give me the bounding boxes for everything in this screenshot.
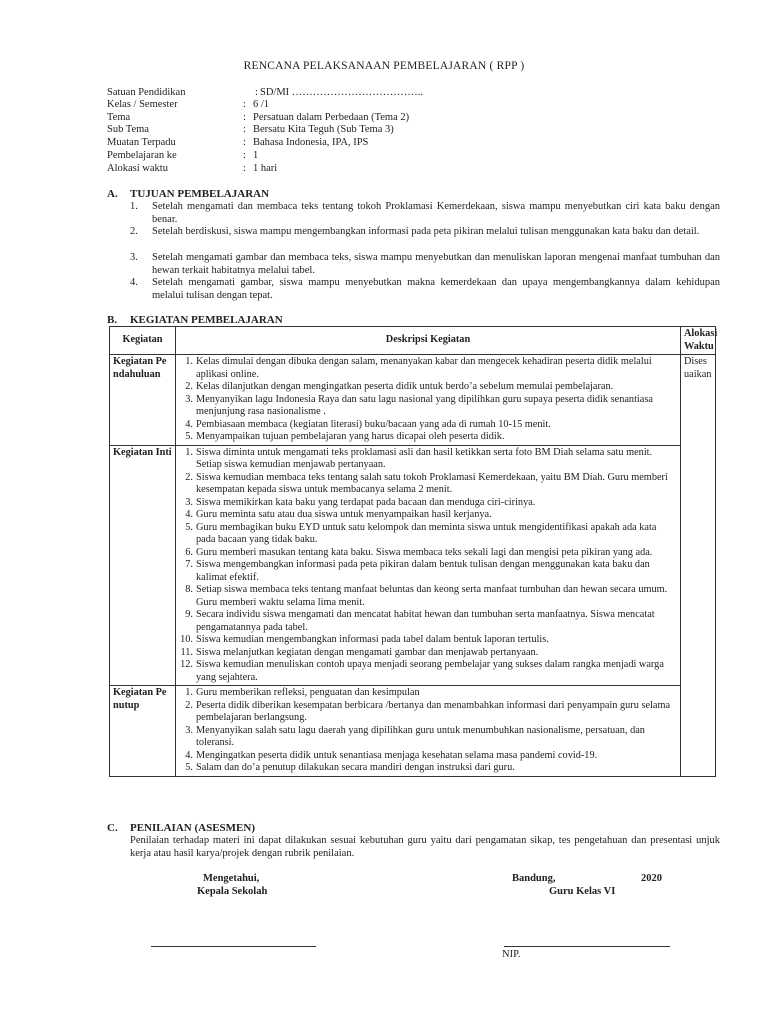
list-item <box>179 509 677 522</box>
info-label: Pembelajaran ke <box>107 150 177 161</box>
step-text: Pembiasaan membaca (kegiatan literasi) buku/bacaan yang ada di rumah 10-15 menit. <box>196 418 551 430</box>
header-alokasi: Alokasi Waktu <box>681 327 716 355</box>
info-label: Muatan Terpadu <box>107 137 176 148</box>
step-text: Siswa kemudian membaca teks tentang salah satu tokoh Proklamasi Kemerdekaan, yaitu BM Diah. Guru memberi kesempatan kepada siswa untuk membacanya selama 2 menit. <box>196 471 668 495</box>
signature-left-line2: Kepala Sekolah <box>197 886 268 897</box>
step-number: 1. <box>185 687 193 698</box>
list-item <box>179 634 677 647</box>
assessment-text: Penilaian terhadap materi ini dapat dilakukan sesuai kebutuhan guru yaitu dari pengamatan sikap, tes pengetahuan dan presentasi unjuk kerja atau hasil karya/projek dengan rubrik penilaian. <box>130 835 720 859</box>
objective-number: 3. <box>130 252 138 263</box>
step-number: 6. <box>185 546 193 558</box>
list-item <box>179 472 677 497</box>
step-text: Menyanyikan salah satu lagu daerah yang dipilihkan guru untuk menumbuhkan nasionalisme, persatuan, dan toleransi. <box>196 724 645 748</box>
section-c-letter: C. <box>107 822 118 834</box>
info-value: SD/MI ……………………………….. <box>260 87 424 98</box>
list-item <box>179 522 677 547</box>
step-text: Siswa kemudian mengembangkan informasi pada tabel dalam bentuk laporan tertulis. <box>196 634 549 645</box>
step-text: Siswa melanjutkan kegiatan dengan mengamati gambar dan menjawab pertanyaan. <box>196 646 539 658</box>
signature-year: 2020 <box>641 873 662 884</box>
step-number: 3. <box>185 724 193 736</box>
step-number: 10. <box>180 634 193 645</box>
step-text: Siswa mengembangkan informasi pada peta pikiran dalam bentuk tulisan dengan menggunakan kata baku dan kalimat efektif. <box>196 559 650 583</box>
phase-description <box>176 445 681 686</box>
objective-text: Setelah berdiskusi, siswa mampu mengembangkan informasi pada peta pikiran melalui tulisan menggunakan kata baku dan detail. <box>152 226 700 237</box>
section-b-letter: B. <box>107 314 118 326</box>
step-text: Kelas dilanjutkan dengan mengingatkan peserta didik untuk berdo’a sebelum memulai pembelajaran. <box>196 381 614 392</box>
list-item <box>179 750 677 763</box>
info-colon: : <box>243 99 246 110</box>
step-number: 5. <box>185 521 193 533</box>
objective-text: Setelah mengamati gambar, siswa mampu menyebutkan makna kemerdekaan dan upaya mengembangkannya dalam kehidupan melalui tulisan dengan tepat. <box>152 277 720 301</box>
info-label: Alokasi waktu <box>107 163 168 174</box>
step-number: 3. <box>185 393 193 405</box>
step-number: 5. <box>185 762 193 773</box>
list-item <box>179 431 677 444</box>
info-value: Bahasa Indonesia, IPA, IPS <box>253 137 369 148</box>
step-number: 9. <box>185 609 193 620</box>
list-item <box>179 725 677 750</box>
step-number: 4. <box>185 509 193 520</box>
info-label: Tema <box>107 112 131 123</box>
info-colon: : <box>243 137 246 148</box>
list-item <box>179 559 677 584</box>
step-text: Siswa memikirkan kata baku yang terdapat pada bacaan dan menduga ciri-cirinya. <box>196 496 536 508</box>
step-number: 12. <box>180 659 193 670</box>
step-number: 5. <box>185 431 193 442</box>
objective-item <box>130 201 720 226</box>
list-item <box>179 497 677 510</box>
signature-right-line2: Guru Kelas VI <box>549 886 616 897</box>
phase-penutup: Kegiatan Penutup <box>110 686 176 777</box>
info-label: Satuan Pendidikan <box>107 87 186 98</box>
header-kegiatan: Kegiatan <box>110 327 176 355</box>
info-colon: : <box>243 124 246 135</box>
list-item <box>179 584 677 609</box>
step-number: 2. <box>185 699 193 711</box>
step-number: 2. <box>185 381 193 392</box>
nip-label: NIP. <box>502 949 521 960</box>
step-text: Guru meminta satu atau dua siswa untuk menyampaikan hasil kerjanya. <box>196 509 492 520</box>
objective-number: 2. <box>130 226 138 237</box>
objective-item <box>130 252 720 277</box>
step-number: 1. <box>185 356 193 367</box>
step-text: Siswa kemudian menuliskan contoh upaya menjadi seorang pembelajar yang sukses dalam rangka menjadi warga yang sejahtera. <box>196 659 664 683</box>
info-colon: : <box>255 87 258 98</box>
step-text: Guru memberikan refleksi, penguatan dan kesimpulan <box>196 687 420 698</box>
step-text: Menyampaikan tujuan pembelajaran yang harus dicapai oleh peserta didik. <box>196 431 505 442</box>
table-row <box>110 355 716 446</box>
list-item <box>179 659 677 684</box>
step-number: 3. <box>185 496 193 508</box>
list-item <box>179 647 677 660</box>
step-text: Guru membagikan buku EYD untuk satu kelompok dan meminta siswa untuk mengidentifikasi apakah ada kata pada bacaan yang tidak baku. <box>196 521 657 545</box>
signature-city: Bandung, <box>512 873 556 884</box>
info-value: Persatuan dalam Perbedaan (Tema 2) <box>253 112 410 123</box>
list-item <box>179 700 677 725</box>
table-header-row <box>110 327 716 355</box>
step-number: 11. <box>180 646 193 658</box>
list-item <box>179 356 677 381</box>
table-row <box>110 445 716 686</box>
signature-line-right <box>504 946 670 947</box>
signature-left-line1: Mengetahui, <box>203 873 260 884</box>
step-number: 2. <box>185 471 193 483</box>
info-colon: : <box>243 163 246 174</box>
step-number: 4. <box>185 418 193 430</box>
info-value: 6 /1 <box>253 99 270 110</box>
objective-number: 4. <box>130 277 138 288</box>
step-text: Menyanyikan lagu Indonesia Raya dan satu lagu nasional yang dipilihkan guru supaya peserta didik senantiasa menjunjung rasa nasionalisme . <box>196 393 653 417</box>
signature-line-left <box>151 946 316 947</box>
info-value: Bersatu Kita Teguh (Sub Tema 3) <box>253 124 394 135</box>
section-a-letter: A. <box>107 188 118 200</box>
info-colon: : <box>243 112 246 123</box>
info-colon: : <box>243 150 246 161</box>
section-b-title: KEGIATAN PEMBELAJARAN <box>130 314 283 326</box>
info-label: Kelas / Semester <box>107 99 178 110</box>
alokasi-value: Disesuaikan <box>681 355 716 777</box>
step-text: Peserta didik diberikan kesempatan berbicara /bertanya dan menambahkan informasi dari penyampain guru selama pembelajaran berlangsung. <box>196 699 671 723</box>
document-title: RENCANA PELAKSANAAN PEMBELAJARAN ( RPP ) <box>243 60 525 72</box>
objective-item <box>130 226 720 239</box>
step-text: Secara individu siswa mengamati dan mencatat habitat hewan dan tumbuhan serta manfaatnya. Siswa mencatat pengamatannya pada tabel. <box>196 609 655 633</box>
phase-inti: Kegiatan Inti <box>110 445 176 686</box>
list-item <box>179 381 677 394</box>
table-row <box>110 686 716 777</box>
list-item <box>179 394 677 419</box>
step-number: 1. <box>185 446 193 458</box>
objective-item <box>130 277 720 302</box>
info-value: 1 hari <box>253 163 278 174</box>
list-item <box>179 419 677 432</box>
step-text: Kelas dimulai dengan dibuka dengan salam, menanyakan kabar dan mengecek kehadiran peserta didik melalui aplikasi online. <box>196 356 652 380</box>
step-text: Salam dan do’a penutup dilakukan secara mandiri dengan instruksi dari guru. <box>196 762 515 773</box>
list-item <box>179 447 677 472</box>
activity-table <box>109 326 716 777</box>
step-text: Guru memberi masukan tentang kata baku. Siswa membaca teks sekali lagi dan mengisi peta pikiran yang ada. <box>196 546 653 558</box>
info-value: 1 <box>253 150 259 161</box>
phase-description <box>176 686 681 777</box>
section-c-title: PENILAIAN (ASESMEN) <box>130 822 255 834</box>
list-item <box>179 762 677 775</box>
objective-text: Setelah mengamati gambar dan membaca teks, siswa mampu menyebutkan dan menuliskan laporan mengenai manfaat tumbuhan dan hewan terkait habitatnya melalui tabel. <box>152 252 720 276</box>
objective-number: 1. <box>130 201 138 212</box>
phase-pendahuluan: Kegiatan Pendahuluan <box>110 355 176 446</box>
step-text: Siswa diminta untuk mengamati teks proklamasi asli dan hasil ketikkan serta foto BM Diah selama satu menit. Setiap siswa kemudian menjawab pertanyaan. <box>196 446 653 470</box>
step-number: 7. <box>185 559 193 570</box>
step-text: Mengingatkan peserta didik untuk senantiasa menjaga kesehatan selama masa pandemi covid-19. <box>196 749 598 761</box>
list-item <box>179 687 677 700</box>
list-item <box>179 609 677 634</box>
step-number: 4. <box>185 749 193 761</box>
phase-description <box>176 355 681 446</box>
objective-text: Setelah mengamati dan membaca teks tentang tokoh Proklamasi Kemerdekaan, siswa mampu menyebutkan ciri kata baku dengan benar. <box>152 201 720 225</box>
list-item <box>179 547 677 560</box>
step-text: Setiap siswa membaca teks tentang manfaat beluntas dan keong serta manfaat tumbuhan dan hewan secara umum. Guru memberi waktu selama lima menit. <box>196 584 668 608</box>
header-deskripsi: Deskripsi Kegiatan <box>176 327 681 355</box>
section-a-title: TUJUAN PEMBELAJARAN <box>130 188 270 200</box>
info-label: Sub Tema <box>107 124 149 135</box>
step-number: 8. <box>185 584 193 595</box>
